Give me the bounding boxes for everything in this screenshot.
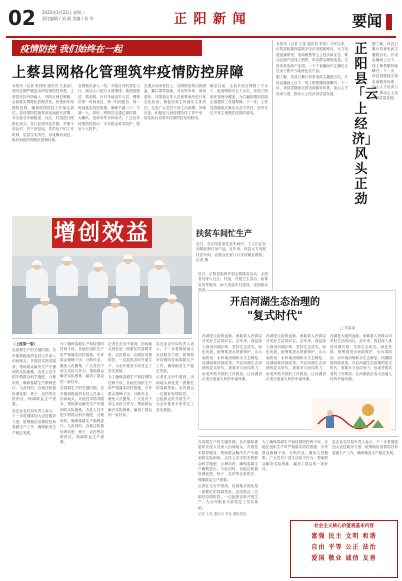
lead-column-1 (12, 84, 74, 210)
lower-column-3-text-more: 为了确保春耕生产和疫情防控两不误，各地在组织生产时严格落实防控措施，引导群众错峰下田、分散作业，避免人员聚集。广大党员干部主动担当作为，帮助群众解决实际困难，赢得了群众的一致好评。 (108, 375, 152, 418)
masthead (6, 4, 396, 38)
lower-column-4-text-more: 记者在走访中看到，田间地头到处是一派繁忙的春耕景象。农民群众一边做好疫情防控，一边抢抓农时开展生产，为全年粮食丰收奠定了坚实基础。 (156, 375, 194, 412)
commentary-text-1: 河湖是大地的血脉，承载着人民群众对美好生活的向往。近年来，我县深入推进河湖长制，坚持生态优先、绿色发展，统筹推进水资源保护、水污染防治、水环境治理和水生态修复，河湖面貌持续改善。开启河湖生态治理的复式时代，需要多方协同发力，形成齐抓共管的工作格局，让河湖真正成为造福人民的幸福河湖。 (202, 334, 262, 382)
lower-column-1-text: 在春耕生产的关键时期，各乡镇积极组织农技人员深入田间地头，开展技术指导服务，帮助群众解决生产中遇到的实际困难。农技人员手把手教群众科学施肥、合理用药，确保春耕生产顺利进行。与此同时，各地还积极协调化肥、种子、农药等农资供应，保障群众生产需要。 (12, 348, 56, 407)
section-divider (198, 436, 398, 437)
lower-right-text-1b: 记者在走访中看到，田间地头到处是一派繁忙的春耕景象。农民群众一边做好疫情防控，一边抢抓农时开展生产，为全年粮食丰收奠定了坚实基础。 (198, 484, 258, 510)
date-line-1: 2022年3月22日 星期二 (42, 10, 86, 15)
lead-column-4 (210, 84, 268, 210)
right-article-column-1 (276, 42, 348, 282)
photo-worker (88, 270, 108, 298)
photo-worker (56, 264, 78, 296)
lead-column-2-text: 各网格员深入一线，对辖区内的常住人口、流动人口进行全面摸排，做到底数清、情况明。针对外地返乡人员，网格员第一时间登记、第一时间报告、第一时间落实管控措施，确保不漏一户、不漏一人。同时，网格员还通过微信群、大喇叭、宣传单等多种形式，广泛宣传疫情防控知识，引导群众科学防护、做好个人防护。 (78, 84, 140, 132)
factory-photo (12, 216, 192, 334)
lead-column-3 (144, 84, 206, 210)
vertical-headline: 正阳县「云上经济」风头正劲 (352, 42, 379, 207)
lower-right-column-3 (332, 440, 398, 516)
commentary-title-line-2: "复式时代" (247, 309, 303, 322)
lower-column-3-text: 记者在走访中看到，田间地头到处是一派繁忙的春耕景象。农民群众一边做好疫情防控，一边抢抓农时开展生产，为全年粮食丰收奠定了坚实基础。 (108, 342, 152, 374)
photo-sign: 增创效益 (53, 220, 150, 246)
core-values-box (290, 520, 398, 578)
date-line (42, 10, 94, 22)
lower-column-1 (12, 342, 56, 576)
lead-column-2 (78, 84, 140, 210)
lead-headline: 上蔡县网格化管理筑牢疫情防控屏障 (12, 65, 244, 81)
photo-worker (148, 268, 170, 298)
core-values-line-3: 爱国 敬业 诚信 友善 (311, 555, 377, 562)
section-label: 要闻 (351, 12, 382, 30)
lower-column-4 (156, 342, 194, 576)
lower-right-text-1: 在春耕生产的关键时期，各乡镇积极组织农技人员深入田间地头，开展技术指导服务，帮助群众解决生产中遇到的实际困难。农技人员手把手教群众科学施肥、合理用药，确保春耕生产顺利进行。与此同时，各地还积极协调化肥、种子、农药等农资供应，保障群众生产需要。 (198, 440, 258, 482)
lower-right-column-1 (198, 440, 258, 576)
middle-caption (198, 272, 268, 293)
photo-caption-title: 扶贫车间忙生产 (196, 228, 252, 238)
commentary-text-3: 河湖是大地的血脉，承载着人民群众对美好生活的向往。近年来，我县深入推进河湖长制，坚持生态优先、绿色发展，统筹推进水资源保护、水污染防治、水环境治理和水生态修复，河湖面貌持续改善。开启河湖生态治理的复式时代，需要多方协同发力，形成齐抓共管的工作格局，让河湖真正成为造福人民的幸福河湖。 (330, 334, 392, 382)
lower-column-2-text: 为了确保春耕生产和疫情防控两不误，各地在组织生产时严格落实防控措施，引导群众错峰下田、分散作业，避免人员聚集。广大党员干部主动担当作为，帮助群众解决实际困难，赢得了群众的一致好评。 (60, 342, 104, 384)
photo-worker (160, 302, 184, 334)
lower-kicker: （上接第一版） (12, 342, 38, 346)
topic-banner (12, 40, 202, 56)
commentary-column-1 (202, 334, 262, 426)
commentary-author: □ 刘某某 (340, 326, 356, 330)
commentary-text-2: 河湖是大地的血脉，承载着人民群众对美好生活的向往。近年来，我县深入推进河湖长制，坚持生态优先、绿色发展，统筹推进水资源保护、水污染防治、水环境治理和水生态修复，河湖面貌持续改善。开启河湖生态治理的复式时代，需要多方协同发力，形成齐抓共管的工作格局，让河湖真正成为造福人民的幸福河湖。 (266, 334, 326, 382)
commentary-title-line-1: 开启河湖生态治理的 (230, 297, 320, 308)
middle-caption-text: 近日，正阳县组织开展志愿服务活动，志愿者们深入社区、村组，开展卫生清洁、政策宣传等服务，助力美丽乡村建设，受到群众欢迎。 (198, 272, 268, 293)
photo-worker (32, 304, 58, 334)
date-line-2: 责任编辑 / 刘 丽 美编 / 张 华 (42, 16, 94, 21)
right-article-text-3: 据了解，该县已累计培育电商主播数百名，开设直播间上百个，线上销售额持续攀升。下一步，该县将继续完善电商服务体系，加大人才培训力度，推动云上经济高质量发展。 (372, 42, 398, 101)
lower-right-column-2 (262, 440, 328, 516)
lead-column-4-text: 截至目前，全县共划分网格三千余个，配备网格员五千余名，实现了网格化管理全覆盖，为打赢疫情防控阻击战提供了坚强保障。下一步，上蔡县将继续压紧压实各方责任，坚决守住不发生规模性疫情的底线。 (210, 84, 268, 116)
photo-worker (116, 262, 140, 296)
lead-column-1-text: 本报讯（记者 张向阳 通讯员 王某某）面对近期严峻复杂的疫情防控形势，上蔡县坚持外防输入、内防反弹总策略，全面落实网格化管理责任，织密织牢疫情防控网，确保疫情防控工作落实到位。县疫情防控指挥部迅速研究部署，对全县各乡镇街道、社区、村组进行网格化划分，实行县领导包乡镇、乡镇干部包村、村干部包组、党员包户的工作机制，层层压实责任，形成横向到边、纵向到底的网格化管理体系。 (12, 84, 74, 143)
lead-column-3-text: 在重点场所管控上，各网格坚持扫码测温、戴口罩等措施，对农贸市场、商场超市、宾馆饭店等人员密集场所进行常态化检查，督促经营主体落实主体责任。全县广大党员干部主动请缨，冲锋在前，积极参与到疫情防控工作中来，用实际行动筑牢疫情防控坚固防线。 (144, 84, 206, 121)
column-divider (272, 40, 273, 290)
banner-text: 疫情防控 我们始终在一起 (20, 45, 123, 55)
lower-column-1-text-more: 县农业农村局负责人表示，下一步将继续加大农技服务力度，统筹做好疫情防控和春耕生产工作，确保粮食生产稳定发展。 (12, 408, 56, 435)
section-marker (386, 14, 392, 30)
commentary-column-3 (330, 334, 392, 396)
right-article-text-1: 本报讯（记者 王某 通讯员 李某）今年以来，正阳县积极探索数字经济发展新路径，大力发展直播带货、电商销售等云上经济新业态，推动农副产品线上销售，带动群众增收致富。走进该县电商产业园，一个个直播间内主播们正在卖力推介当地特色农产品。 (276, 42, 348, 74)
photo-caption-text: 近日，在正阳县某扶贫车间内，工人们正在加紧赶制订单产品。近年来，该县大力发展扶贫车间，让群众在家门口实现就业增收。记者 摄 (196, 242, 266, 263)
photo-credit: 记者 王某 通讯员 李某 摄影报道 (198, 512, 247, 516)
photo-worker (102, 306, 128, 334)
lower-column-2-text-more: 在春耕生产的关键时期，各乡镇积极组织农技人员深入田间地头，开展技术指导服务，帮助群众解决生产中遇到的实际困难。农技人员手把手教群众科学施肥、合理用药，确保春耕生产顺利进行。与此同时，各地还积极协调化肥、种子、农药等农资供应，保障群众生产需要。 (60, 386, 104, 445)
lower-column-4-text: 县农业农村局负责人表示，下一步将继续加大农技服务力度，统筹做好疫情防控和春耕生产工作，确保粮食生产稳定发展。 (156, 342, 194, 374)
commentary-title (230, 296, 320, 322)
core-values-line-2: 自由 平等 公正 法治 (311, 544, 377, 551)
newspaper-name: 正 阳 新 闻 (174, 12, 247, 27)
right-article-column-2 (372, 42, 398, 222)
right-article-text-2: 据了解，该县已累计培育电商主播数百名，开设直播间上百个，线上销售额持续攀升。下一步，该县将继续完善电商服务体系，加大人才培训力度，推动云上经济高质量发展。 (276, 75, 348, 96)
photo-worker (26, 268, 48, 298)
page-number: 02 (8, 6, 36, 30)
lower-column-2 (60, 342, 104, 576)
core-values-line-1: 富强 民主 文明 和谐 (311, 533, 377, 540)
section-divider (12, 338, 192, 339)
lower-column-3 (108, 342, 152, 576)
lower-right-text-3: 县农业农村局负责人表示，下一步将继续加大农技服务力度，统筹做好疫情防控和春耕生产工作，确保粮食生产稳定发展。 (332, 440, 398, 455)
lower-right-text-2: 为了确保春耕生产和疫情防控两不误，各地在组织生产时严格落实防控措施，引导群众错峰下田、分散作业，避免人员聚集。广大党员干部主动担当作为，帮助群众解决实际困难，赢得了群众的一致好评。 (262, 440, 328, 472)
core-values-title: 社会主义核心价值观基本内容 (314, 524, 374, 529)
cartoon-illustration (312, 398, 390, 432)
